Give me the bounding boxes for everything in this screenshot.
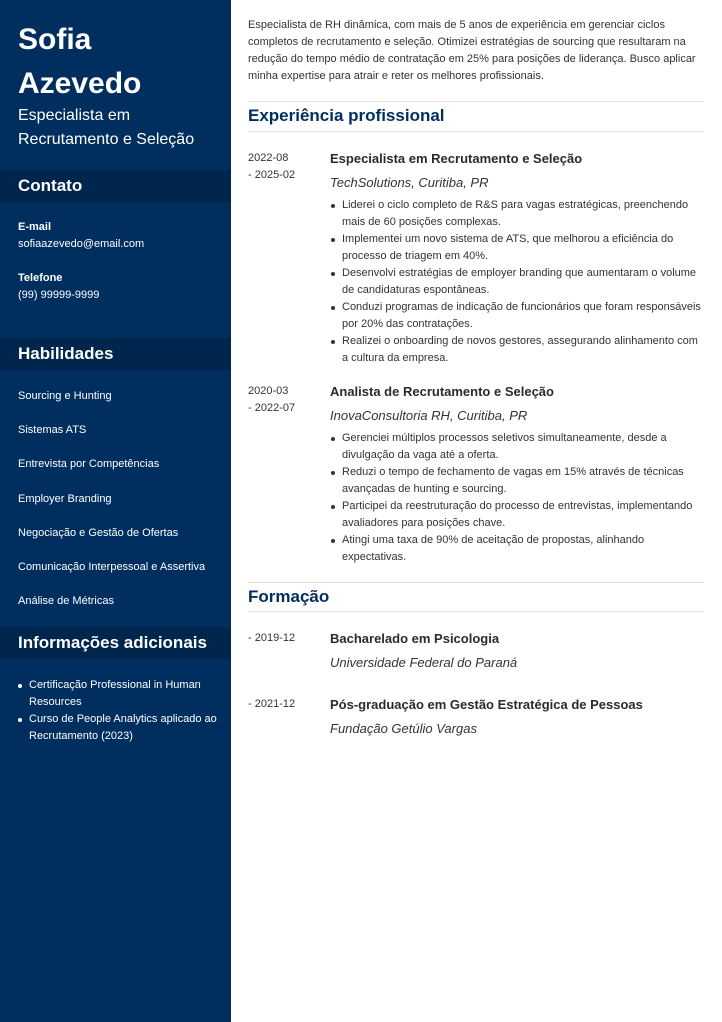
email-label: E-mail: [18, 221, 52, 233]
education-degree: Bacharelado em Psicologia: [330, 631, 500, 646]
job-date-end: - 2022-07: [248, 402, 296, 414]
skill-item: Employer Branding: [18, 493, 112, 505]
profile-summary: Especialista de RH dinâmica, com mais de 5 anos de experiência em gerenciar ciclos completos de recrutamento e seleção. Otimizei estratégias de sourcing que resultaram na redução do tempo médio de contratação em 25% para posições de liderança. Busco aplicar minha expertise para atrair e reter os melhores profissionais.: [248, 19, 696, 82]
job-date: [248, 383, 318, 417]
job-company: TechSolutions, Curitiba, PR: [330, 175, 489, 190]
candidate-headline: Especialista em Recrutamento e Seleção: [18, 107, 195, 148]
job-bullet: Desenvolvi estratégias de employer branding que aumentaram o volume de candidaturas espontâneas.: [330, 265, 704, 299]
contact-heading: Contato: [0, 170, 231, 202]
job-bullets: [330, 430, 704, 566]
divider: [248, 582, 704, 583]
additional-info-heading: Informações adicionais: [0, 627, 231, 659]
skill-item: Sistemas ATS: [18, 424, 87, 436]
divider: [248, 131, 704, 132]
job-role: Especialista em Recrutamento e Seleção: [330, 151, 583, 166]
additional-info-item: Curso de People Analytics aplicado ao Recrutamento (2023): [18, 711, 218, 745]
education-date: - 2019-12: [248, 632, 296, 644]
education-school: Fundação Getúlio Vargas: [330, 721, 477, 736]
candidate-name: Sofia Azevedo: [18, 23, 142, 100]
additional-info-item: Certificação Professional in Human Resources: [18, 677, 218, 711]
job-bullet: Reduzi o tempo de fechamento de vagas em 15% através de técnicas avançadas de hunting e sourcing.: [330, 464, 704, 498]
job-date: [248, 150, 318, 184]
job-bullet: Implementei um novo sistema de ATS, que melhorou a eficiência do processo de triagem em 40%.: [330, 231, 704, 265]
skill-item: Análise de Métricas: [18, 595, 114, 607]
job-bullet: Realizei o onboarding de novos gestores, assegurando alinhamento com a cultura da empresa.: [330, 333, 704, 367]
phone-label: Telefone: [18, 272, 63, 284]
job-bullet: Participei da reestruturação do processo de entrevistas, implementando avaliadores para posições chave.: [330, 498, 704, 532]
skills-heading: Habilidades: [0, 338, 231, 370]
skill-item: Sourcing e Hunting: [18, 390, 112, 402]
additional-info-list: [18, 677, 218, 745]
skill-item: Entrevista por Competências: [18, 458, 160, 470]
skill-item: Negociação e Gestão de Ofertas: [18, 527, 179, 539]
education-date: - 2021-12: [248, 698, 296, 710]
phone-value[interactable]: (99) 99999-9999: [18, 289, 100, 301]
sidebar: [0, 0, 231, 1022]
job-bullet: Gerenciei múltiplos processos seletivos simultaneamente, desde a divulgação da vaga até a oferta.: [330, 430, 704, 464]
education-heading: Formação: [248, 587, 330, 606]
education-degree: Pós-graduação em Gestão Estratégica de Pessoas: [330, 697, 643, 712]
job-bullets: [330, 197, 704, 367]
job-role: Analista de Recrutamento e Seleção: [330, 384, 554, 399]
job-bullet: Conduzi programas de indicação de funcionários que foram responsáveis por 20% das contratações.: [330, 299, 704, 333]
divider: [248, 611, 704, 612]
job-bullet: Liderei o ciclo completo de R&S para vagas estratégicas, preenchendo mais de 60 posições complexas.: [330, 197, 704, 231]
job-company: InovaConsultoria RH, Curitiba, PR: [330, 408, 528, 423]
skill-item: Comunicação Interpessoal e Assertiva: [18, 561, 206, 573]
job-date-end: - 2025-02: [248, 169, 296, 181]
experience-heading: Experiência profissional: [248, 106, 445, 125]
job-bullet: Atingi uma taxa de 90% de aceitação de propostas, alinhando expectativas.: [330, 532, 704, 566]
job-date-start: 2020-03: [248, 385, 289, 397]
job-date-start: 2022-08: [248, 152, 289, 164]
divider: [248, 101, 704, 102]
email-value[interactable]: sofiaazevedo@email.com: [18, 238, 145, 250]
education-school: Universidade Federal do Paraná: [330, 655, 518, 670]
